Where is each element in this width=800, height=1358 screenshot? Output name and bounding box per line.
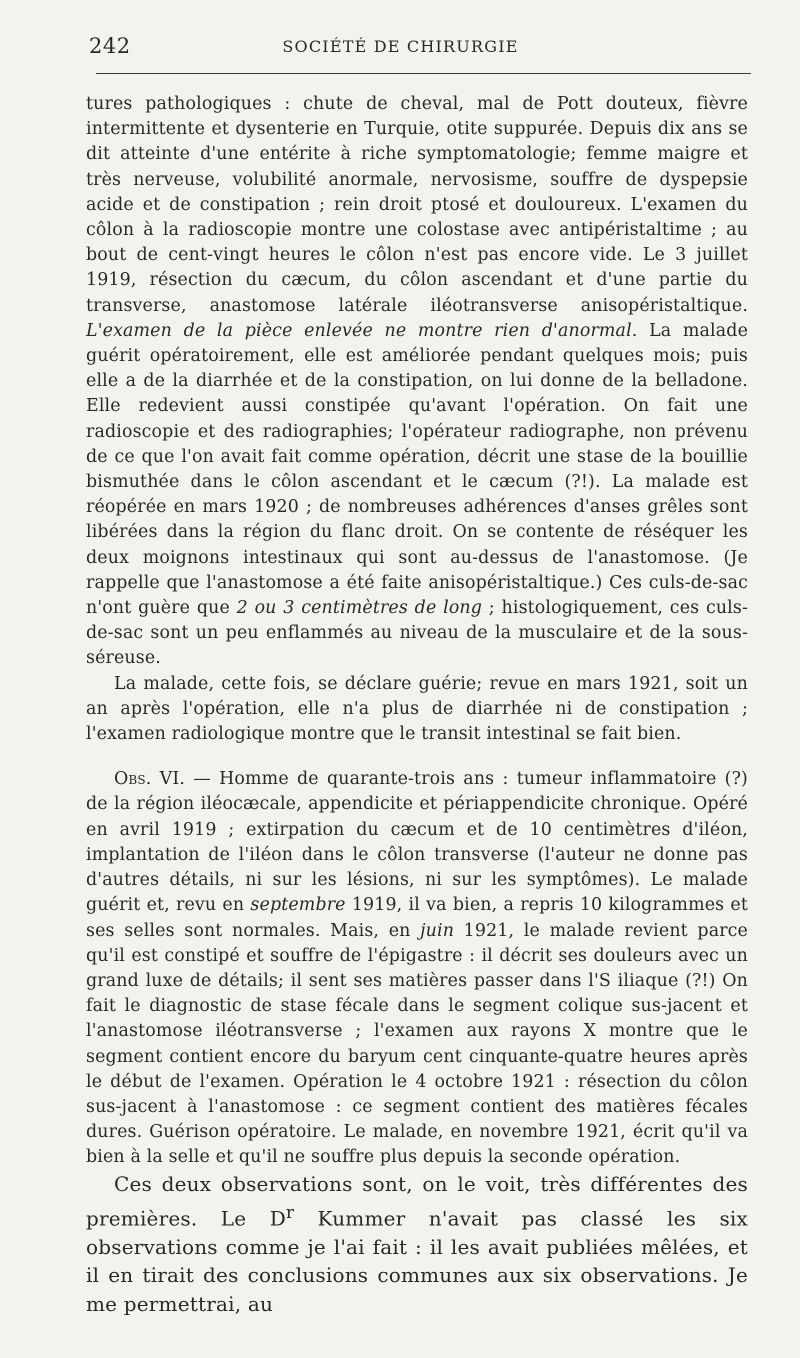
text-run: ; histologiquement, ces culs-de-sac sont un peu enflammés au niveau de la musculaire et de la sous-séreuse. bbox=[86, 598, 748, 669]
text-run: Ces deux observations sont, on le voit, très différentes des premières. Le D bbox=[86, 1172, 748, 1231]
italic-run: 2 ou 3 centimètres de long bbox=[236, 598, 483, 619]
page-header bbox=[89, 30, 752, 64]
superscript: r bbox=[285, 1202, 295, 1222]
paragraph-case-continuation bbox=[86, 92, 748, 672]
paragraph-obs-vi bbox=[86, 767, 748, 1170]
observation-label: Obs. VI. bbox=[114, 769, 186, 790]
italic-run: septembre bbox=[250, 895, 346, 916]
body-text bbox=[86, 92, 748, 1171]
text-run: — Homme de quarante-trois ans : tumeur inflammatoire (?) de la région iléocæcale, appendicite et périappendicite chronique. Opéré en avril 1919 ; extirpation du cæcum et de 10 centimètres d'iléon, implantation de l'iléon dans le côlon transverse (l'auteur ne donne pas d'autres détails, ni sur les lésions, ni sur les symptômes). Le malade guérit et, revu en bbox=[86, 769, 748, 916]
text-run: La malade, cette fois, se déclare guérie; revue en mars 1921, soit un an après l'opération, elle n'a plus de diarrhée ni de constipation ; l'examen radiologique montre que le transit intestinal se fait bien. bbox=[86, 673, 748, 745]
running-title: SOCIÉTÉ DE CHIRURGIE bbox=[282, 37, 519, 56]
text-run: La malade guérit opératoirement, elle est améliorée pendant quelques mois; puis elle a de la diarrhée et de la constipation, on lui donne de la belladone. Elle redevient aussi constipée qu'avant l'opération. On fait une radioscopie et des radiographies; l'opérateur radiographe, non prévenu de ce que l'on avait fait comme opération, décrit une stase de la bouillie bismuthée dans le côlon ascendant et le cæcum (?!). La malade est réopérée en mars 1920 ; de nombreuses adhérences d'anses grêles sont libérées dans la région du flanc droit. On se contente de réséquer les deux moignons intestinaux qui sont au-dessus de l'anastomose. (Je rappelle que l'anastomose a été faite anisopéristaltique.) Ces culs-de-sac n'ont guère que bbox=[86, 320, 749, 619]
text-run: 1919, il va bien, a repris 10 kilogrammes et ses selles sont normales. Mais, en bbox=[86, 895, 748, 941]
italic-run: L'examen de la pièce enlevée ne montre rien d'anormal. bbox=[86, 320, 638, 341]
text-run: 1921, le malade revient parce qu'il est constipé et souffre de l'épigastre : il décrit ses douleurs avec un grand luxe de détails; il sent ses matières passer dans l'S iliaque (?!) On fait le diagnostic de stase fécale dans le segment colique sus-jacent et l'anastomose iléotransverse ; l'examen aux rayons X montre que le segment contient encore du baryum cent cinquante-quatre heures après le début de l'examen. Opération le 4 octobre 1921 : résection du côlon sus-jacent à l'anastomose : ce segment contient des matières fécales dures. Guérison opératoire. Le malade, en novembre 1921, écrit qu'il va bien à la selle et qu'il ne souffre plus depuis la seconde opération. bbox=[86, 920, 749, 1168]
page-number: 242 bbox=[89, 34, 131, 58]
paragraph-case-outcome bbox=[86, 672, 748, 748]
text-run: Kummer n'avait pas classé les six observations comme je l'ai fait : il les avait publiées mêlées, et il en tirait des conclusions communes aux six observations. Je me permettrai, au bbox=[86, 1206, 748, 1316]
italic-run: juin bbox=[420, 920, 455, 941]
paragraph-conclusion bbox=[86, 1170, 748, 1318]
header-rule bbox=[96, 73, 751, 74]
text-run: tures pathologiques : chute de cheval, mal de Pott douteux, fièvre intermittente et dysenterie en Turquie, otite suppurée. Depuis dix ans se dit atteinte d'une entérite à riche symptomatologie; femme maigre et très nerveuse, volubilité anormale, nervosisme, souffre de dyspepsie acide et de constipation ; rein droit ptosé et douloureux. L'examen du côlon à la radioscopie montre une colostase avec antipéristaltime ; au bout de cent-vingt heures le côlon n'est pas encore vide. Le 3 juillet 1919, résection du cæcum, du côlon ascendant et d'une partie du transverse, anastomose latérale iléotransverse anisopéristaltique. bbox=[86, 94, 748, 316]
